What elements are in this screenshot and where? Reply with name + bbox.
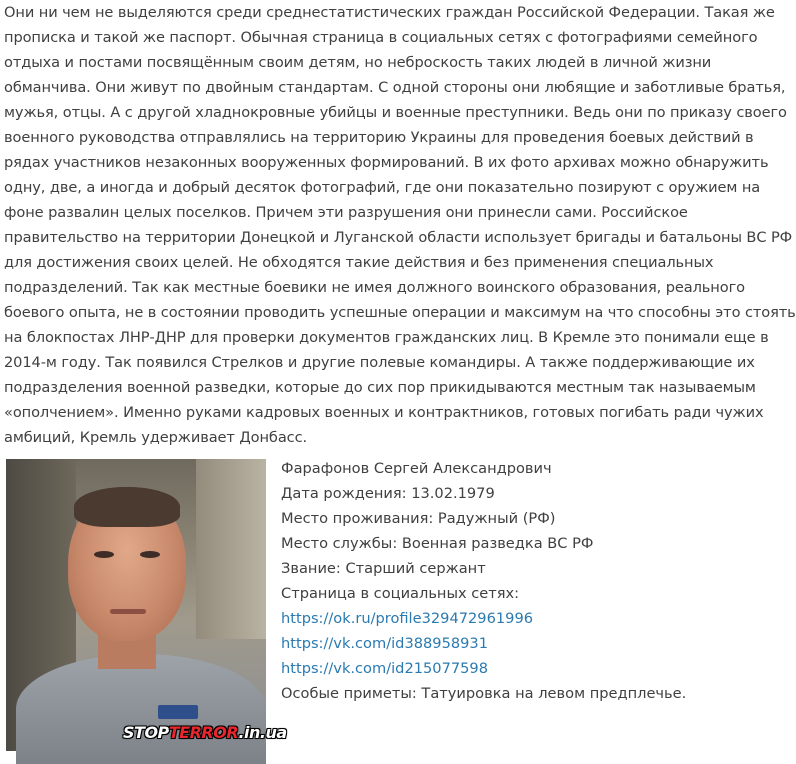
- stopterror-watermark: [123, 723, 287, 742]
- profile-rank: Звание: Старший сержант: [281, 560, 486, 577]
- article-line: для достижения своих целей. Не обходятся такие действия и без применения специальных: [4, 254, 714, 271]
- profile-name: Фарафонов Сергей Александрович: [281, 460, 552, 477]
- watermark-stop: STOP: [123, 723, 169, 742]
- article-line: прописка и такой же паспорт. Обычная страница в социальных сетях с фотографиями семейного: [4, 29, 758, 46]
- profile-birth-date: Дата рождения: 13.02.1979: [281, 485, 495, 502]
- article-line: правительство на территории Донецкой и Луганской области использует бригады и батальоны ВС РФ: [4, 229, 793, 246]
- article-paragraph: [4, 0, 796, 450]
- profile-link-vk-1[interactable]: https://vk.com/id388958931: [281, 635, 489, 652]
- article-line: 2014-м году. Так появился Стрелков и другие полевые командиры. А также поддерживающие их: [4, 354, 755, 371]
- article-line: обманчива. Они живут по двойным стандартам. С одной стороны они любящие и заботливые братья,: [4, 79, 786, 96]
- photo-shirt: [16, 654, 266, 764]
- profile-social-label: Страница в социальных сетях:: [281, 585, 520, 602]
- article-line: одну, две, а иногда и добрый десяток фотографий, где они показательно позируют с оружием на: [4, 179, 761, 196]
- photo-hair-top: [74, 487, 180, 527]
- article-body: [4, 0, 796, 450]
- article-line: фоне развалин целых поселков. Причем эти разрушения они принесли сами. Российское: [4, 204, 688, 221]
- article-line: подразделений. Так как местные боевики не имея должного воинского образования, реального: [4, 279, 745, 296]
- profile-photo: [6, 459, 287, 751]
- article-line: военного руководства отправлялись на территорию Украины для проведения боевых действий в: [4, 129, 754, 146]
- article-line: «ополчением». Именно руками кадровых военных и контрактников, готовых погибать ради чужих: [4, 404, 764, 421]
- profile-link-vk-2[interactable]: https://vk.com/id215077598: [281, 660, 489, 677]
- profile-residence: Место проживания: Радужный (РФ): [281, 510, 556, 527]
- profile-info: [281, 456, 686, 706]
- profile-link-ok[interactable]: https://ok.ru/profile329472961996: [281, 610, 534, 627]
- photo-eye-right: [140, 551, 160, 558]
- watermark-terror: TERROR: [168, 723, 239, 742]
- photo-mouth: [110, 609, 146, 614]
- article-line: мужья, отцы. А с другой хладнокровные убийцы и военные преступники. Ведь они по приказу своего: [4, 104, 787, 121]
- article-line: на блокпостах ЛНР-ДНР для проверки документов гражданских лиц. В Кремле это понимали еще в: [4, 329, 769, 346]
- profile-special-marks: Особые приметы: Татуировка на левом предплечье.: [281, 685, 687, 702]
- article-line: Они ни чем не выделяются среди среднестатистических граждан Российской Федерации. Такая же: [4, 4, 775, 21]
- article-line: отдыха и постами посвящённым своим детям, но неброскость таких людей в личной жизни: [4, 54, 712, 71]
- watermark-domain: .in.ua: [238, 723, 287, 742]
- article-line: подразделения военной разведки, которые до сих пор прикидываются местным так называемым: [4, 379, 756, 396]
- photo-eye-left: [94, 551, 114, 558]
- article-line: боевого опыта, не в состоянии проводить успешные операции и максимум на что способны это стоять: [4, 304, 796, 321]
- photo-background-right: [196, 459, 266, 639]
- shirt-logo: [158, 705, 198, 719]
- profile-service-place: Место службы: Военная разведка ВС РФ: [281, 535, 594, 552]
- article-line: амбиций, Кремль удерживает Донбасс.: [4, 429, 308, 446]
- article-line: рядах участников незаконных вооруженных формирований. В их фото архивах можно обнаружить: [4, 154, 769, 171]
